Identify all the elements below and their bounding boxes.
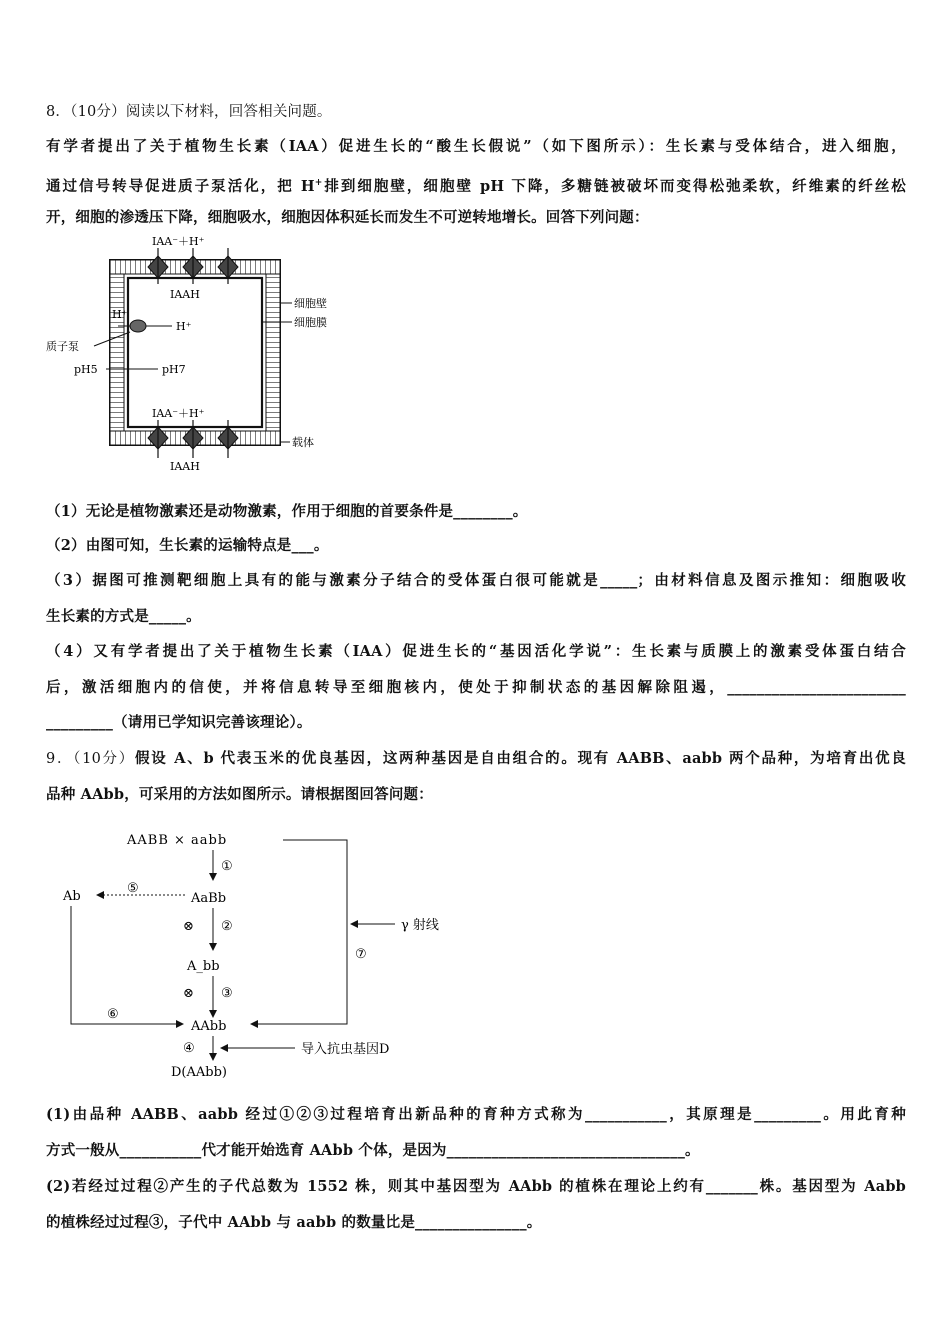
acid-growth-diagram xyxy=(40,232,360,477)
q9-header-text: 假设 A、b 代表玉米的优良基因，这两种基因是自由组合的。现有 AABB、aabb 两个品种，为培育出优良 xyxy=(135,750,906,767)
q8-paragraph-line-1: 有学者提出了关于植物生长素（IAA）促进生长的“酸生长假说”（如下图所示）：生长素与受体结合，进入细胞， xyxy=(46,138,906,155)
ph-inside-label: pH7 xyxy=(162,363,186,376)
arrow-step6 xyxy=(71,906,183,1024)
step3-label: ③ xyxy=(221,986,233,1001)
step4-label: ④ xyxy=(183,1041,195,1056)
arrow-step7 xyxy=(251,840,347,1024)
proton-pump xyxy=(130,320,146,332)
q8-paragraph-line-2a: 通过信号转导促进质子泵活化，把 H xyxy=(46,177,315,195)
q8-sub1: （1）无论是植物激素还是动物激素，作用于细胞的首要条件是________。 xyxy=(46,503,528,520)
proton-pump-label: 质子泵 xyxy=(46,340,79,353)
final-label: D(AAbb) xyxy=(171,1065,227,1080)
genotype-label: A_bb xyxy=(187,959,220,974)
h-outside-label: H⁺ xyxy=(112,308,128,321)
q8-sub4-line-3: _________（请用已学知识完善该理论）。 xyxy=(46,714,312,731)
gene-d-label: 导入抗虫基因D xyxy=(301,1042,390,1057)
step2-label: ② xyxy=(221,919,233,934)
cell-wall-left xyxy=(110,274,124,431)
gamma-ray-label: γ 射线 xyxy=(401,918,439,933)
q8-paragraph-line-3: 开，细胞的渗透压下降，细胞吸水，细胞因体积延长而发生不可逆转地增长。回答下列问题： xyxy=(46,209,649,226)
step7-label: ⑦ xyxy=(355,947,367,962)
selfing-symbol-2: ⊗ xyxy=(183,986,194,1001)
q9-header xyxy=(46,749,906,769)
h-inside-label: H⁺ xyxy=(176,320,192,333)
parents-label: AABB × aabb xyxy=(127,833,228,848)
q8-sub2: （2）由图可知，生长素的运输特点是___。 xyxy=(46,537,329,554)
membrane-label: 细胞膜 xyxy=(294,316,327,329)
step5-label: ⑤ xyxy=(127,881,139,896)
q9-sub2-line-2: 的植株经过过程③，子代中 AAbb 与 aabb 的数量比是_______________。 xyxy=(46,1214,542,1231)
q9-number: 9．（10分） xyxy=(46,751,135,767)
superscript-plus: + xyxy=(314,178,323,188)
ph-outside-label: pH5 xyxy=(74,363,98,376)
cell-wall-right xyxy=(266,274,280,431)
top-iaa-label: IAA⁻＋H⁺ xyxy=(152,235,205,248)
bottom-carriers xyxy=(148,420,238,458)
bottom-iaah-label: IAAH xyxy=(170,460,200,473)
selfing-symbol-1: ⊗ xyxy=(183,919,194,934)
ab-label: Ab xyxy=(63,889,81,904)
bottom-iaa-label: IAA⁻＋H⁺ xyxy=(152,407,205,420)
top-iaah-label: IAAH xyxy=(170,288,200,301)
q8-sub3-line-1: （3）据图可推测靶细胞上具有的能与激素分子结合的受体蛋白很可能就是_____；由材料信息及图示推知：细胞吸收 xyxy=(46,572,906,589)
step1-label: ① xyxy=(221,859,233,874)
carrier-label: 载体 xyxy=(292,436,314,449)
target-label: AAbb xyxy=(191,1019,227,1034)
q8-sub3-line-2: 生长素的方式是_____。 xyxy=(46,608,201,625)
q8-paragraph-line-2b: 排到细胞壁，细胞壁 pH 下降，多糖链被破坏而变得松弛柔软，纤维素的纤丝松 xyxy=(322,177,906,195)
f1-label: AaBb xyxy=(191,891,227,906)
q8-sub4-line-1: （4）又有学者提出了关于植物生长素（IAA）促进生长的“基因活化学说”：生长素与质膜上的激素受体蛋白结合 xyxy=(46,643,906,660)
q9-sub1-line-1: (1)由品种 AABB、aabb 经过①②③过程培育出新品种的育种方式称为___________，其原理是_________。用此育种 xyxy=(46,1106,906,1123)
breeding-diagram xyxy=(55,820,475,1082)
step6-label: ⑥ xyxy=(107,1007,119,1022)
q9-sub2-line-1: (2)若经过过程②产生的子代总数为 1552 株，则其中基因型为 AAbb 的植株在理论上约有_______株。基因型为 Aabb xyxy=(46,1178,906,1195)
q9-sub1-line-2: 方式一般从___________代才能开始选育 AAbb 个体，是因为________________________________。 xyxy=(46,1142,700,1159)
q8-paragraph-line-2 xyxy=(46,173,906,197)
q8-sub4-line-2: 后，激活细胞内的信使，并将信息转导至细胞核内，使处于抑制状态的基因解除阻遏，________________________ xyxy=(46,679,906,696)
q9-paragraph-line-2: 品种 AAbb，可采用的方法如图所示。请根据图回答问题： xyxy=(46,786,433,803)
wall-label: 细胞壁 xyxy=(294,297,327,310)
q8-header: 8．（10分）阅读以下材料，回答相关问题。 xyxy=(46,104,332,120)
